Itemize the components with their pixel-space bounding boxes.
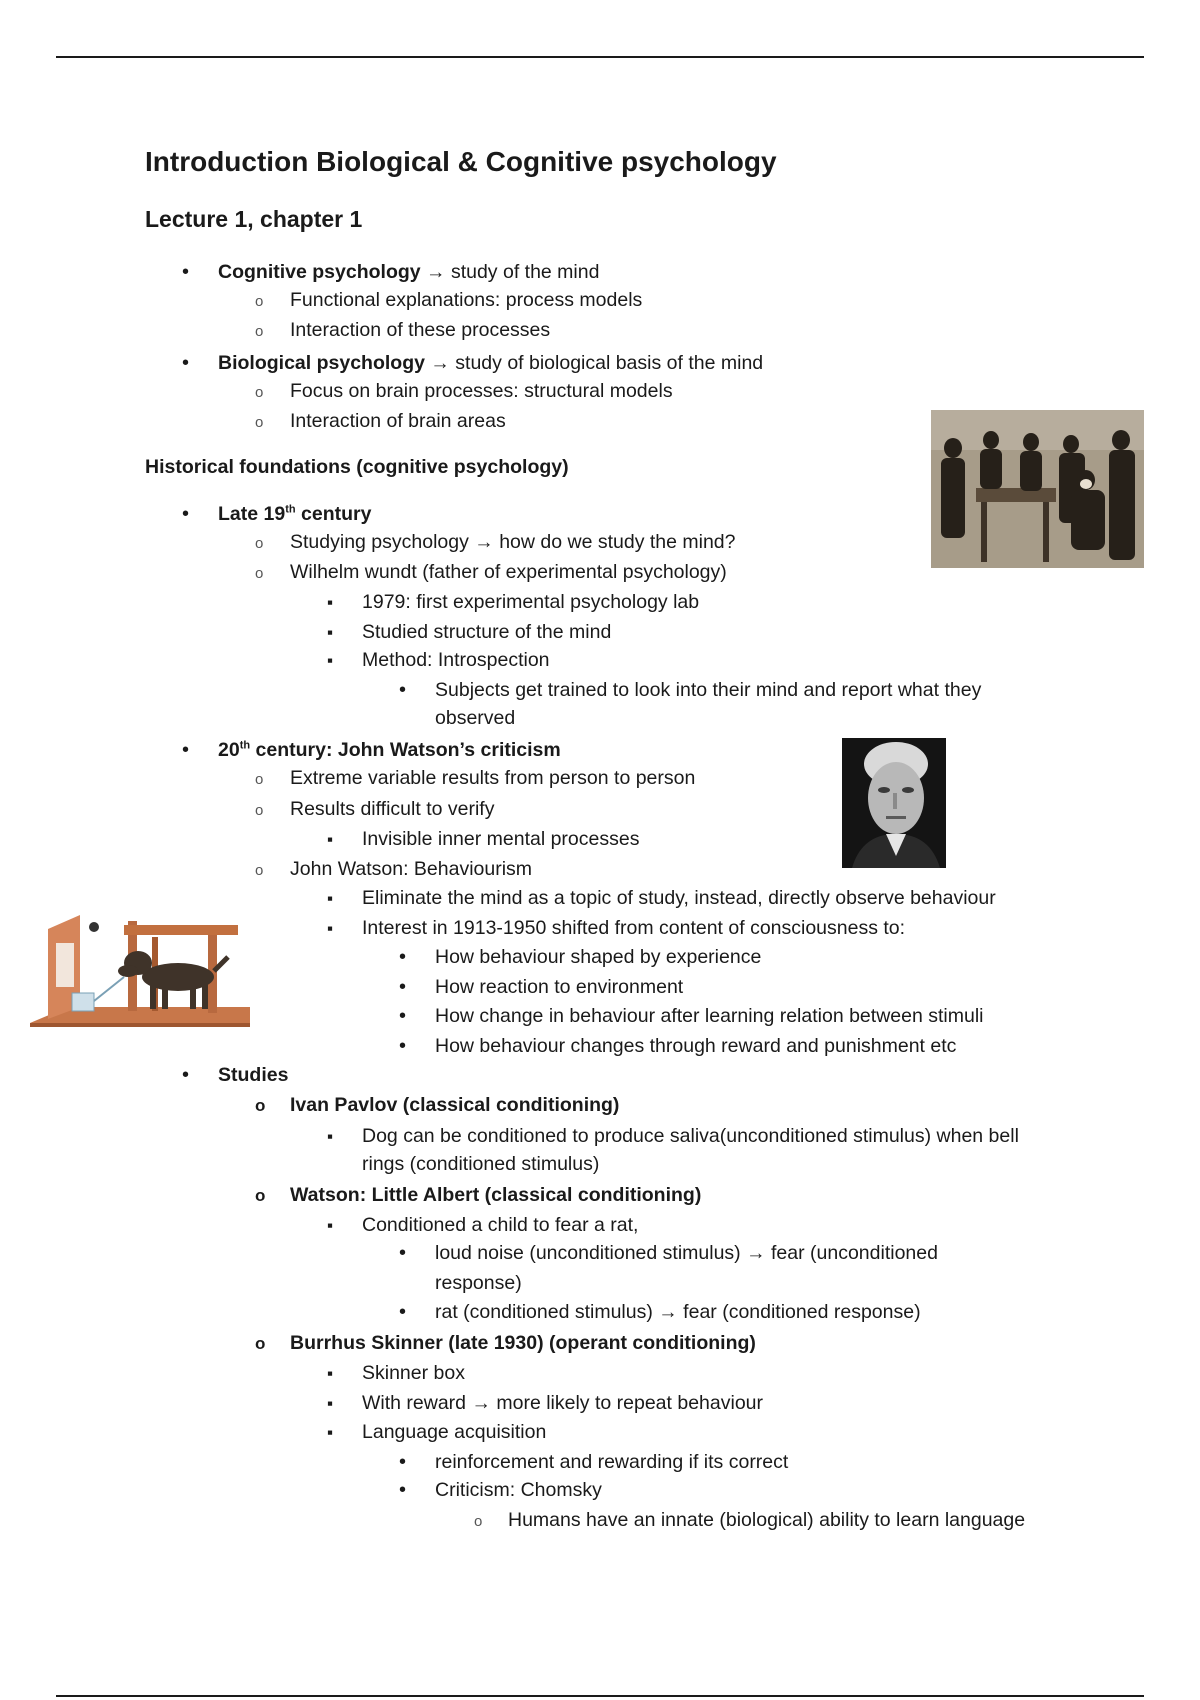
bullet-icon: [399, 1032, 406, 1060]
list-item: With reward → more likely to repeat behaviour: [362, 1392, 763, 1414]
bullet-icon: [327, 1389, 333, 1418]
bullet-icon: [399, 1239, 406, 1267]
list-item: Cognitive psychology → study of the mind: [218, 261, 600, 283]
list-item: Humans have an innate (biological) ability to learn language: [508, 1509, 1026, 1531]
bullet-icon: [182, 500, 189, 528]
bullet-icon: [327, 1418, 333, 1447]
list-item: Watson: Little Albert (classical conditioning): [290, 1184, 702, 1206]
bullet-icon: [255, 316, 263, 346]
list-item: Criticism: Chomsky: [435, 1479, 602, 1501]
list-item-continued: response): [435, 1272, 522, 1294]
bullet-icon: [327, 1211, 333, 1240]
john-watson-portrait: [842, 738, 946, 868]
list-item: Language acquisition: [362, 1421, 547, 1443]
bullet-icon: [327, 914, 333, 943]
bullet-icon: [255, 1329, 265, 1358]
bullet-icon: [399, 1476, 406, 1504]
bullet-icon: [182, 1061, 189, 1089]
list-item: loud noise (unconditioned stimulus) → fear (unconditioned: [435, 1242, 938, 1264]
page-title: Introduction Biological & Cognitive psychology: [145, 146, 777, 177]
bullet-icon: [255, 1091, 265, 1120]
bullet-icon: [255, 407, 263, 437]
bullet-icon: [327, 1359, 333, 1388]
list-item: Focus on brain processes: structural models: [290, 380, 673, 402]
bullet-icon: [255, 377, 263, 407]
bullet-icon: [255, 528, 263, 558]
bullet-icon: [327, 1122, 333, 1151]
bullet-icon: [255, 286, 263, 316]
list-item: Interaction of these processes: [290, 319, 551, 341]
bullet-icon: [474, 1506, 482, 1536]
list-item: Extreme variable results from person to person: [290, 767, 696, 789]
list-item: reinforcement and rewarding if its correct: [435, 1451, 789, 1473]
list-item: Late 19th century: [218, 503, 372, 525]
bullet-icon: [255, 855, 263, 885]
list-item: Invisible inner mental processes: [362, 828, 640, 850]
bullet-icon: [399, 973, 406, 1001]
bullet-icon: [399, 943, 406, 971]
list-item: Dog can be conditioned to produce saliva(unconditioned stimulus) when bell: [362, 1125, 1019, 1147]
list-item-continued: observed: [435, 707, 516, 729]
list-item-continued: rings (conditioned stimulus): [362, 1153, 600, 1175]
bullet-icon: [182, 258, 189, 286]
list-item: Burrhus Skinner (late 1930) (operant conditioning): [290, 1332, 756, 1354]
bullet-icon: [327, 618, 333, 647]
list-item: Interaction of brain areas: [290, 410, 506, 432]
list-item: Results difficult to verify: [290, 798, 495, 820]
list-item: How behaviour changes through reward and punishment etc: [435, 1035, 957, 1057]
bullet-icon: [327, 825, 333, 854]
bullet-icon: [399, 676, 406, 704]
bullet-icon: [255, 1181, 265, 1210]
pavlov-dog-illustration: [28, 915, 250, 1030]
footer-rule: [56, 1695, 1144, 1697]
list-item: Biological psychology → study of biological basis of the mind: [218, 352, 764, 374]
list-item: Studies: [218, 1064, 289, 1086]
bullet-icon: [255, 558, 263, 588]
list-item: John Watson: Behaviourism: [290, 858, 533, 880]
bullet-icon: [182, 736, 189, 764]
list-item: How change in behaviour after learning relation between stimuli: [435, 1005, 984, 1027]
list-item: Studied structure of the mind: [362, 621, 612, 643]
list-item: Wilhelm wundt (father of experimental psychology): [290, 561, 727, 583]
list-item: Studying psychology → how do we study the mind?: [290, 531, 736, 553]
list-item: Interest in 1913-1950 shifted from content of consciousness to:: [362, 917, 906, 939]
section-heading: Historical foundations (cognitive psychology): [145, 456, 569, 478]
list-item: 20th century: John Watson’s criticism: [218, 739, 561, 761]
list-item: Method: Introspection: [362, 649, 550, 671]
bullet-icon: [182, 349, 189, 377]
page-subtitle: Lecture 1, chapter 1: [145, 206, 363, 232]
list-item: Ivan Pavlov (classical conditioning): [290, 1094, 620, 1116]
list-item: Conditioned a child to fear a rat,: [362, 1214, 639, 1236]
header-rule: [56, 56, 1144, 58]
list-item: Skinner box: [362, 1362, 465, 1384]
list-item: How behaviour shaped by experience: [435, 946, 762, 968]
bullet-icon: [255, 764, 263, 794]
list-item: Functional explanations: process models: [290, 289, 643, 311]
list-item: Subjects get trained to look into their mind and report what they: [435, 679, 982, 701]
bullet-icon: [327, 884, 333, 913]
list-item: 1979: first experimental psychology lab: [362, 591, 700, 613]
list-item: rat (conditioned stimulus) → fear (conditioned response): [435, 1301, 921, 1323]
list-item: Eliminate the mind as a topic of study, instead, directly observe behaviour: [362, 887, 996, 909]
bullet-icon: [327, 588, 333, 617]
bullet-icon: [399, 1002, 406, 1030]
bullet-icon: [327, 646, 333, 675]
bullet-icon: [255, 795, 263, 825]
bullet-icon: [399, 1448, 406, 1476]
wundt-lab-photo: [931, 410, 1144, 568]
bullet-icon: [399, 1298, 406, 1326]
list-item: How reaction to environment: [435, 976, 684, 998]
